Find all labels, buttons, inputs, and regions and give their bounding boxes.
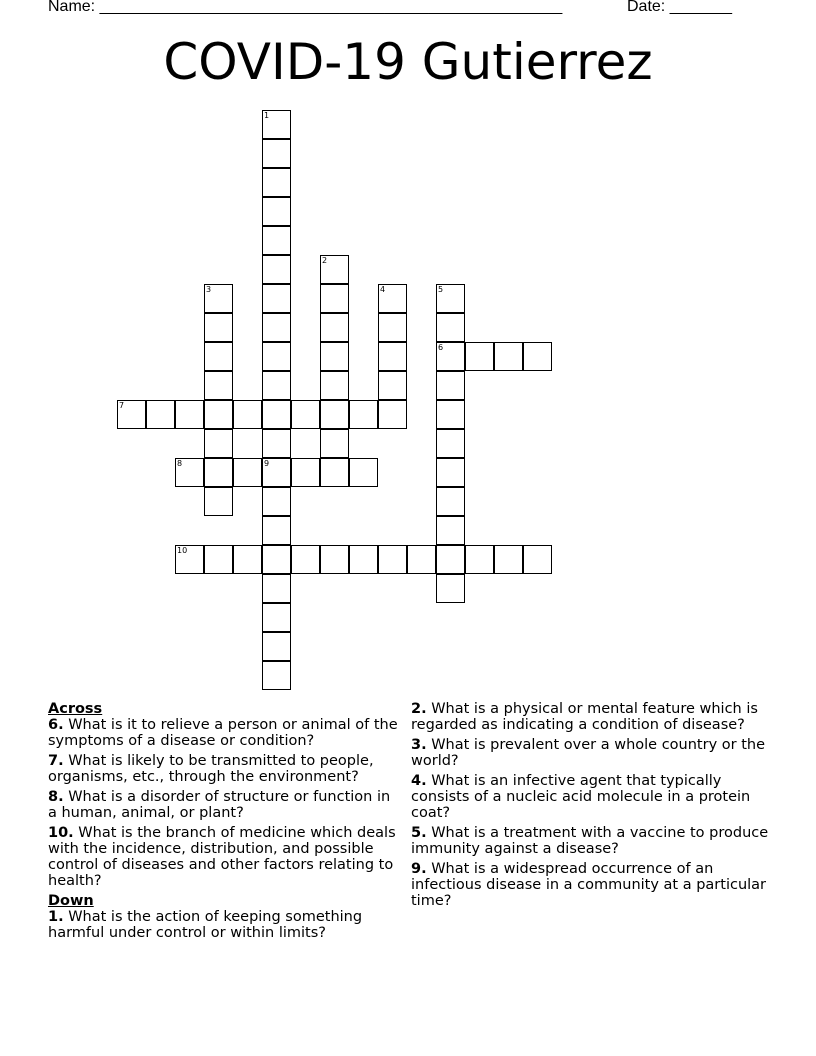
grid-cell[interactable] bbox=[494, 342, 523, 371]
grid-cell[interactable] bbox=[262, 545, 291, 574]
clue-text: What is a treatment with a vaccine to produce immunity against a disease? bbox=[411, 825, 769, 857]
grid-cell[interactable] bbox=[233, 458, 262, 487]
cell-number: 9 bbox=[264, 459, 270, 468]
grid-cell[interactable] bbox=[262, 342, 291, 371]
grid-cell[interactable] bbox=[436, 487, 465, 516]
grid-cell[interactable] bbox=[378, 342, 407, 371]
clue-number: 10. bbox=[48, 825, 74, 841]
across-heading: Across bbox=[48, 701, 103, 717]
grid-cell[interactable] bbox=[436, 574, 465, 603]
grid-cell[interactable] bbox=[436, 284, 465, 313]
grid-cell[interactable] bbox=[436, 545, 465, 574]
grid-cell[interactable] bbox=[349, 400, 378, 429]
cell-number: 4 bbox=[380, 285, 386, 294]
grid-cell[interactable] bbox=[291, 400, 320, 429]
clue-number: 9. bbox=[411, 861, 427, 877]
clue-text: What is likely to be transmitted to people, organisms, etc., through the environment? bbox=[48, 753, 374, 785]
grid-cell[interactable] bbox=[262, 168, 291, 197]
grid-cell[interactable] bbox=[262, 139, 291, 168]
grid-cell[interactable] bbox=[262, 284, 291, 313]
grid-cell[interactable] bbox=[320, 313, 349, 342]
grid-cell[interactable] bbox=[146, 400, 175, 429]
grid-cell[interactable] bbox=[175, 400, 204, 429]
grid-cell[interactable] bbox=[320, 545, 349, 574]
grid-cell[interactable] bbox=[407, 545, 436, 574]
grid-cell[interactable] bbox=[262, 371, 291, 400]
date-field[interactable]: Date: _______ bbox=[627, 0, 732, 15]
grid-cell[interactable] bbox=[494, 545, 523, 574]
grid-cell[interactable] bbox=[262, 197, 291, 226]
grid-cell[interactable] bbox=[233, 400, 262, 429]
grid-cell[interactable] bbox=[320, 342, 349, 371]
grid-cell[interactable] bbox=[262, 632, 291, 661]
clue-number: 5. bbox=[411, 825, 427, 841]
cell-number: 6 bbox=[438, 343, 444, 352]
grid-cell[interactable] bbox=[204, 545, 233, 574]
grid-cell[interactable] bbox=[204, 342, 233, 371]
grid-cell[interactable] bbox=[378, 313, 407, 342]
grid-cell[interactable] bbox=[378, 400, 407, 429]
grid-cell[interactable] bbox=[320, 255, 349, 284]
grid-cell[interactable] bbox=[262, 574, 291, 603]
grid-cell[interactable] bbox=[320, 400, 349, 429]
clue-number: 2. bbox=[411, 701, 427, 717]
grid-cell[interactable] bbox=[465, 342, 494, 371]
grid-cell[interactable] bbox=[320, 458, 349, 487]
grid-cell[interactable] bbox=[117, 400, 146, 429]
grid-cell[interactable] bbox=[436, 371, 465, 400]
grid-cell[interactable] bbox=[291, 458, 320, 487]
clue-number: 8. bbox=[48, 789, 64, 805]
clue-number: 6. bbox=[48, 717, 64, 733]
grid-cell[interactable] bbox=[262, 458, 291, 487]
clue-text: What is it to relieve a person or animal of the symptoms of a disease or condition? bbox=[48, 717, 398, 749]
grid-cell[interactable] bbox=[262, 226, 291, 255]
grid-cell[interactable] bbox=[320, 429, 349, 458]
clue-across-8 bbox=[48, 789, 398, 821]
clue-across-10 bbox=[48, 825, 398, 889]
grid-cell[interactable] bbox=[436, 458, 465, 487]
clue-down-9 bbox=[411, 861, 771, 909]
grid-cell[interactable] bbox=[349, 458, 378, 487]
grid-cell[interactable] bbox=[262, 661, 291, 690]
clue-text: What is prevalent over a whole country or the world? bbox=[411, 737, 766, 769]
clue-number: 3. bbox=[411, 737, 427, 753]
grid-cell[interactable] bbox=[262, 516, 291, 545]
clue-across-6 bbox=[48, 717, 398, 749]
cell-number: 10 bbox=[177, 546, 188, 555]
cell-number: 5 bbox=[438, 285, 444, 294]
grid-cell[interactable] bbox=[204, 400, 233, 429]
grid-cell[interactable] bbox=[204, 429, 233, 458]
grid-cell[interactable] bbox=[378, 284, 407, 313]
clue-text: What is the action of keeping something harmful under control or within limits? bbox=[48, 909, 363, 941]
grid-cell[interactable] bbox=[262, 429, 291, 458]
grid-cell[interactable] bbox=[262, 487, 291, 516]
clues-right-column bbox=[411, 701, 771, 913]
grid-cell[interactable] bbox=[262, 400, 291, 429]
grid-cell[interactable] bbox=[262, 313, 291, 342]
clue-number: 1. bbox=[48, 909, 64, 925]
grid-cell[interactable] bbox=[262, 603, 291, 632]
grid-cell[interactable] bbox=[204, 284, 233, 313]
grid-cell[interactable] bbox=[204, 458, 233, 487]
grid-cell[interactable] bbox=[465, 545, 494, 574]
grid-cell[interactable] bbox=[175, 458, 204, 487]
cell-number: 3 bbox=[206, 285, 212, 294]
grid-cell[interactable] bbox=[262, 255, 291, 284]
grid-cell[interactable] bbox=[378, 545, 407, 574]
grid-cell[interactable] bbox=[436, 400, 465, 429]
grid-cell[interactable] bbox=[175, 545, 204, 574]
grid-cell[interactable] bbox=[523, 342, 552, 371]
clue-number: 4. bbox=[411, 773, 427, 789]
clue-down-2 bbox=[411, 701, 771, 733]
grid-cell[interactable] bbox=[436, 342, 465, 371]
puzzle-title: COVID-19 Gutierrez bbox=[163, 33, 653, 91]
grid-cell[interactable] bbox=[349, 545, 378, 574]
grid-cell[interactable] bbox=[436, 313, 465, 342]
clue-down-4 bbox=[411, 773, 771, 821]
clue-text: What is a physical or mental feature which is regarded as indicating a condition of disease? bbox=[411, 701, 758, 733]
grid-cell[interactable] bbox=[320, 284, 349, 313]
grid-cell[interactable] bbox=[291, 545, 320, 574]
clue-number: 7. bbox=[48, 753, 64, 769]
grid-cell[interactable] bbox=[262, 110, 291, 139]
clue-across-7 bbox=[48, 753, 398, 785]
grid-cell[interactable] bbox=[204, 313, 233, 342]
cell-number: 8 bbox=[177, 459, 183, 468]
clue-text: What is a disorder of structure or function in a human, animal, or plant? bbox=[48, 789, 391, 821]
clue-text: What is the branch of medicine which deals with the incidence, distribution, and possible control of diseases and other factors relating to health? bbox=[48, 825, 396, 889]
grid-cell[interactable] bbox=[204, 371, 233, 400]
grid-cell[interactable] bbox=[320, 371, 349, 400]
grid-cell[interactable] bbox=[233, 545, 262, 574]
grid-cell[interactable] bbox=[204, 487, 233, 516]
cell-number: 7 bbox=[119, 401, 125, 410]
down-heading: Down bbox=[48, 893, 94, 909]
name-field[interactable]: Name: ____________________________________________________ bbox=[48, 0, 563, 15]
clues-left-column bbox=[48, 701, 398, 945]
cell-number: 1 bbox=[264, 111, 270, 120]
grid-cell[interactable] bbox=[378, 371, 407, 400]
cell-number: 2 bbox=[322, 256, 328, 265]
clue-down-5 bbox=[411, 825, 771, 857]
clue-text: What is an infective agent that typically consists of a nucleic acid molecule in a protein coat? bbox=[411, 773, 751, 821]
clue-down-1 bbox=[48, 909, 398, 941]
grid-cell[interactable] bbox=[436, 516, 465, 545]
grid-cell[interactable] bbox=[436, 429, 465, 458]
grid-cell[interactable] bbox=[523, 545, 552, 574]
clue-down-3 bbox=[411, 737, 771, 769]
clue-text: What is a widespread occurrence of an infectious disease in a community at a particular time? bbox=[411, 861, 767, 909]
